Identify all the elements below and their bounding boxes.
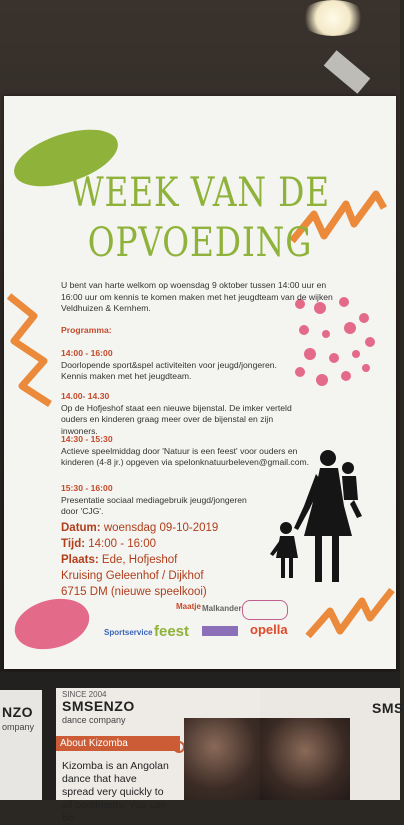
- program-text: Actieve speelmiddag door 'Natuur is een feest' voor ouders en kinderen (4-8 jr.) opgeven via spelonknatuurbeleven@gmail.com.: [61, 445, 310, 467]
- feest-logo: feest: [154, 623, 190, 640]
- kizomba-flyer: [56, 688, 260, 824]
- dancers-photo: [184, 718, 260, 800]
- datum-line: [61, 520, 218, 536]
- program-item: [61, 348, 291, 383]
- tijd-value: 14:00 - 16:00: [88, 538, 157, 550]
- sportservice-logo: Sportservice: [104, 628, 153, 637]
- program-time: 14:30 - 15:30: [61, 434, 113, 444]
- programma-label: Programma:: [61, 325, 112, 335]
- orange-zigzag-bottom: [308, 590, 392, 636]
- program-time: 14.00- 14.30: [61, 391, 110, 401]
- maatje-logo: Maatje: [176, 602, 201, 611]
- flyer-left: [0, 690, 42, 800]
- ceiling-lamp: [300, 0, 366, 36]
- orange-zigzag-left: [9, 296, 50, 404]
- program-item: [61, 391, 311, 437]
- program-text: Doorlopende sport&spel activiteiten voor jeugd/jongeren. Kennis maken met het jeugdteam.: [61, 359, 277, 381]
- tijd-line: [61, 536, 156, 552]
- malkander-logo: Malkander: [202, 604, 242, 613]
- flyer-right-brand: SMS: [372, 700, 404, 716]
- address-line2: 6715 DM (nieuwe speelkooi): [61, 586, 207, 598]
- program-text: Op de Hofjeshof staat een nieuwe bijenstal. De imker verteld ouders en kinderen graag meer over de bijenstal en zijn inwoners.: [61, 402, 292, 436]
- kernhem-logo: [242, 600, 288, 620]
- kizomba-body: Kizomba is an Angolan dance that have spread very quickly to all continents. You can be: [62, 760, 169, 824]
- flyer-left-sub: ompany: [2, 722, 35, 732]
- dancers-photo-2: [260, 718, 350, 800]
- datum-value: woensdag 09-10-2019: [103, 522, 219, 534]
- address-line1: Kruising Geleenhof / Dijkhof: [61, 570, 204, 582]
- partner-logo: [202, 626, 238, 636]
- since-text: SINCE 2004: [62, 690, 107, 699]
- program-item: [61, 434, 311, 469]
- plaats-line: [61, 552, 177, 568]
- plaats-value: Ede, Hofjeshof: [101, 554, 178, 566]
- opella-logo: opella: [250, 622, 288, 637]
- smsenzo-brand: SMSENZO: [62, 698, 135, 714]
- flyer-left-brand: NZO: [2, 704, 34, 720]
- program-item: [61, 483, 261, 518]
- program-text: Presentatie sociaal mediagebruik jeugd/jongeren door 'CJG'.: [61, 494, 247, 516]
- plaats-label: Plaats:: [61, 554, 99, 566]
- poster: [4, 96, 396, 669]
- tijd-label: Tijd:: [61, 538, 86, 550]
- flyer-right: [260, 688, 404, 800]
- parent-child-silhouette: [270, 450, 362, 582]
- brand-subtitle: dance company: [62, 715, 126, 725]
- program-time: 14:00 - 16:00: [61, 348, 113, 358]
- program-time: 15:30 - 16:00: [61, 483, 113, 493]
- datum-label: Datum:: [61, 522, 101, 534]
- pink-splash: [9, 591, 95, 657]
- about-kizomba-heading: About Kizomba: [56, 736, 180, 751]
- poster-title-line2: OPVOEDING: [87, 220, 313, 266]
- poster-title-line1: WEEK VAN DE: [69, 170, 331, 216]
- intro-text: U bent van harte welkom op woensdag 9 oktober tussen 14:00 uur en 16:00 uur om kennis te komen maken met het jeugdteam van de wijken Veldhuizen & Kernhem.: [61, 280, 333, 313]
